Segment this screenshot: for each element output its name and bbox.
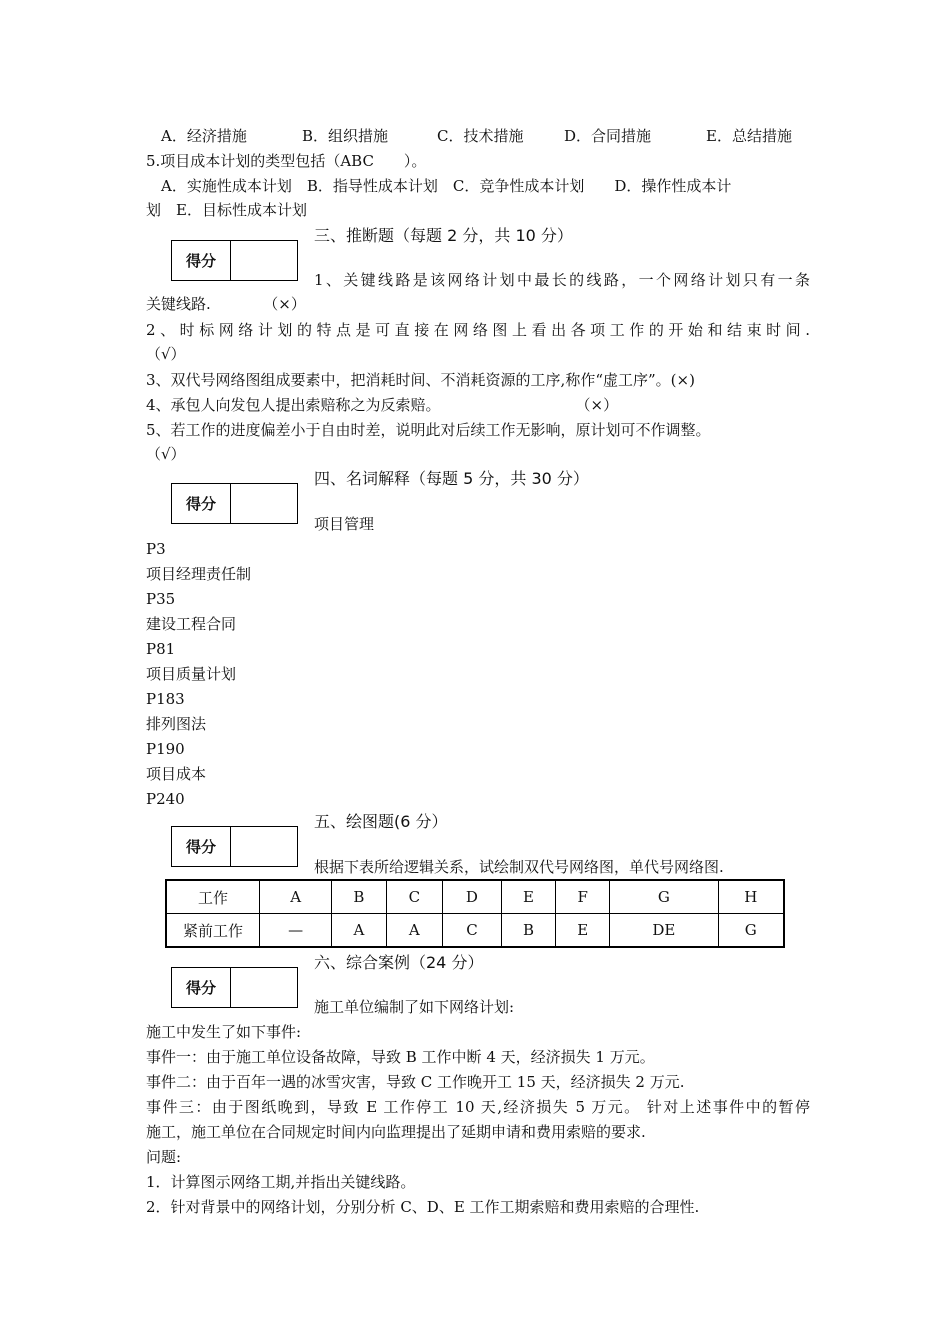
score-value xyxy=(231,484,297,523)
section-title: 六、综合案例（24 分） xyxy=(314,953,484,972)
term-item: P240 xyxy=(146,790,185,808)
score-box xyxy=(171,826,298,867)
case-line: 事件二：由于百年一遇的冰雪灾害，导致 C 工作晚开工 15 天，经济损失 2 万元. xyxy=(146,1073,685,1091)
score-box xyxy=(171,240,298,281)
case-line: 事件三：由于图纸晚到，导致 E 工作停工 10 天,经济损失 5 万元。 针对上述事件中的暂停 xyxy=(146,1098,810,1116)
section-title: 五、绘图题(6 分） xyxy=(314,812,448,831)
score-value xyxy=(231,968,297,1007)
term-item: P35 xyxy=(146,590,176,608)
term-item: 项目成本 xyxy=(146,765,207,783)
table-cell: A xyxy=(386,914,442,948)
score-label: 得分 xyxy=(172,241,231,280)
case-line: 事件一：由于施工单位设备故障，导致 B 工作中断 4 天，经济损失 1 万元。 xyxy=(146,1048,655,1066)
table-row xyxy=(166,914,784,948)
section-title: 三、推断题（每题 2 分，共 10 分） xyxy=(314,226,573,245)
table-row xyxy=(166,880,784,914)
option-a: A．经济措施 xyxy=(161,127,247,145)
term-item: P190 xyxy=(146,740,185,758)
table-cell: A xyxy=(260,880,332,914)
case-intro: 施工单位编制了如下网络计划: xyxy=(314,998,515,1016)
case-line: 施工，施工单位在合同规定时间内向监理提出了延期申请和费用索赔的要求. xyxy=(146,1123,646,1141)
dependency-table xyxy=(165,879,785,948)
question-5-options-line1: A．实施性成本计划 B．指导性成本计划 C．竞争性成本计划 D．操作性成本计 xyxy=(161,177,732,195)
score-box xyxy=(171,967,298,1008)
score-value xyxy=(231,241,297,280)
section-title: 四、名词解释（每题 5 分，共 30 分） xyxy=(314,469,589,488)
judgment-item: （√） xyxy=(146,345,186,363)
option-e: E．总结措施 xyxy=(706,127,792,145)
case-line: 施工中发生了如下事件: xyxy=(146,1023,302,1041)
case-line: 2．针对背景中的网络计划，分别分析 C、D、E 工作工期索赔和费用索赔的合理性. xyxy=(146,1198,700,1216)
table-cell: — xyxy=(260,914,332,948)
term-item: 项目质量计划 xyxy=(146,665,237,683)
table-cell: H xyxy=(718,880,784,914)
table-header-cell: 工作 xyxy=(166,880,260,914)
drawing-instruction: 根据下表所给逻辑关系，试绘制双代号网络图，单代号网络图. xyxy=(314,858,724,876)
option-d: D．合同措施 xyxy=(564,127,652,145)
case-line: 1．计算图示网络工期,并指出关键线路。 xyxy=(146,1173,416,1191)
term-item: P183 xyxy=(146,690,185,708)
option-c: C．技术措施 xyxy=(437,127,524,145)
question-5-options-line2: 划 E．目标性成本计划 xyxy=(146,201,307,219)
judgment-item: 3、双代号网络图组成要素中，把消耗时间、不消耗资源的工序,称作“虚工序”。(×) xyxy=(146,371,695,389)
table-cell: C xyxy=(386,880,442,914)
judgment-item: 1、关键线路是该网络计划中最长的线路，一个网络计划只有一条 xyxy=(314,271,810,289)
table-cell: B xyxy=(501,914,555,948)
score-label: 得分 xyxy=(172,484,231,523)
table-cell: G xyxy=(610,880,718,914)
judgment-item: 关键线路. （×） xyxy=(146,295,306,313)
table-cell: C xyxy=(443,914,502,948)
term-item: 项目经理责任制 xyxy=(146,565,252,583)
table-cell: E xyxy=(501,880,555,914)
table-cell: DE xyxy=(610,914,718,948)
case-line: 问题: xyxy=(146,1148,182,1166)
term-item: P3 xyxy=(146,540,166,558)
score-label: 得分 xyxy=(172,968,231,1007)
question-5-stem: 5.项目成本计划的类型包括（ABC ）。 xyxy=(146,152,427,170)
judgment-item: 5、若工作的进度偏差小于自由时差，说明此对后续工作无影响，原计划可不作调整。 xyxy=(146,421,711,439)
judgment-item: 4、承包人向发包人提出索赔称之为反索赔。 （×） xyxy=(146,396,619,414)
table-cell: G xyxy=(718,914,784,948)
option-b: B．组织措施 xyxy=(302,127,389,145)
table-header-cell: 紧前工作 xyxy=(166,914,260,948)
term-item: 建设工程合同 xyxy=(146,615,237,633)
table-cell: B xyxy=(332,880,386,914)
judgment-item: （√） xyxy=(146,445,186,463)
term-item: P81 xyxy=(146,640,176,658)
table-cell: E xyxy=(556,914,610,948)
table-cell: F xyxy=(556,880,610,914)
score-label: 得分 xyxy=(172,827,231,866)
term-item: 项目管理 xyxy=(314,515,375,533)
table-cell: D xyxy=(443,880,502,914)
judgment-item: 2、时标网络计划的特点是可直接在网络图上看出各项工作的开始和结束时间. xyxy=(146,321,810,339)
score-value xyxy=(231,827,297,866)
table-cell: A xyxy=(332,914,386,948)
score-box xyxy=(171,483,298,524)
term-item: 排列图法 xyxy=(146,715,207,733)
